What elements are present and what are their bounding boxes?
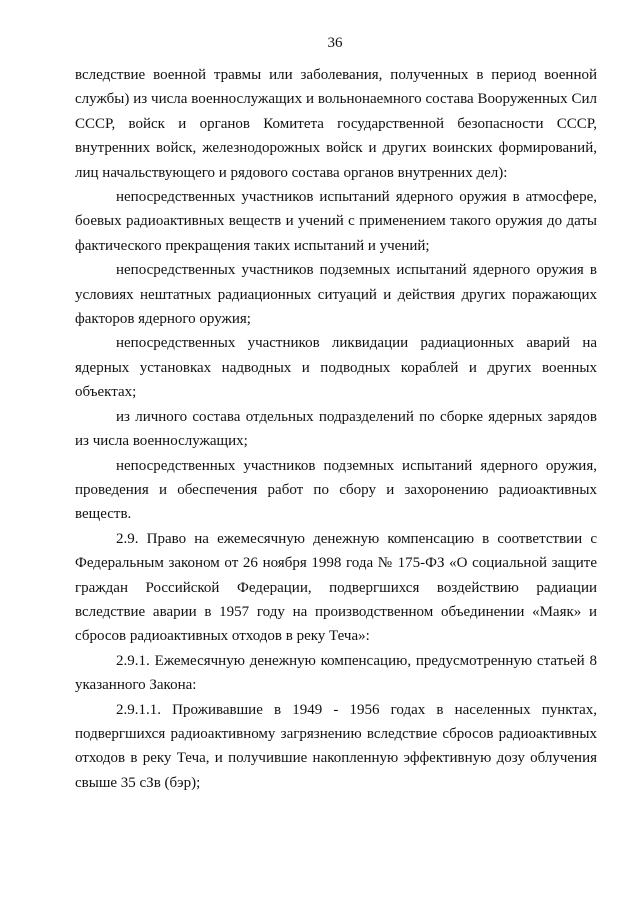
paragraph-section-2-9-1: 2.9.1. Ежемесячную денежную компенсацию, предусмотренную статьей 8 указанного Закона: xyxy=(75,652,597,694)
paragraph-underground-tests-emergency: непосредственных участников подземных испытаний ядерного оружия в условиях нештатных радиационных ситуаций и действия других поражающих факторов ядерного оружия; xyxy=(75,262,597,328)
paragraph-underground-tests-disposal: непосредственных участников подземных испытаний ядерного оружия, проведения и обеспечения работ по сбору и захоронению радиоактивных веществ. xyxy=(75,457,597,523)
page-number: 36 xyxy=(327,35,343,51)
paragraph-radiation-accidents: непосредственных участников ликвидации радиационных аварий на ядерных установках надводных и подводных кораблей и других военных объектах; xyxy=(75,335,597,401)
paragraph-continuation: вследствие военной травмы или заболевания, полученных в период военной службы) из числа военнослужащих и вольнонаемного состава Вооруженных Сил СССР, войск и органов Комитета государственной безопасности СССР, внутренних войск, железнодорожных войск и других воинских формирований, лиц начальствующего и рядового состава органов внутренних дел): xyxy=(75,67,597,181)
paragraph-section-2-9: 2.9. Право на ежемесячную денежную компенсацию в соответствии с Федеральным законом от 26 ноября 1998 года № 175-ФЗ «О социальной защите граждан Российской Федерации, подвергшихся воздействию радиации вследствие аварии в 1957 году на производственном объединении «Маяк» и сбросов радиоактивных отходов в реку Теча»: xyxy=(75,530,597,645)
paragraph-assembly-units: из личного состава отдельных подразделений по сборке ядерных зарядов из числа военнослужащих; xyxy=(75,408,597,450)
paragraph-section-2-9-1-1: 2.9.1.1. Проживавшие в 1949 - 1956 годах в населенных пунктах, подвергшихся радиоактивному загрязнению вследствие сбросов радиоактивных отходов в реку Теча, и получившие накопленную эффективную дозу облучения свыше 35 сЗв (бэр); xyxy=(75,701,597,791)
paragraph-atmospheric-tests: непосредственных участников испытаний ядерного оружия в атмосфере, боевых радиоактивных веществ и учений с применением такого оружия до даты фактического прекращения таких испытаний и учений; xyxy=(75,189,597,254)
document-body xyxy=(75,63,597,795)
